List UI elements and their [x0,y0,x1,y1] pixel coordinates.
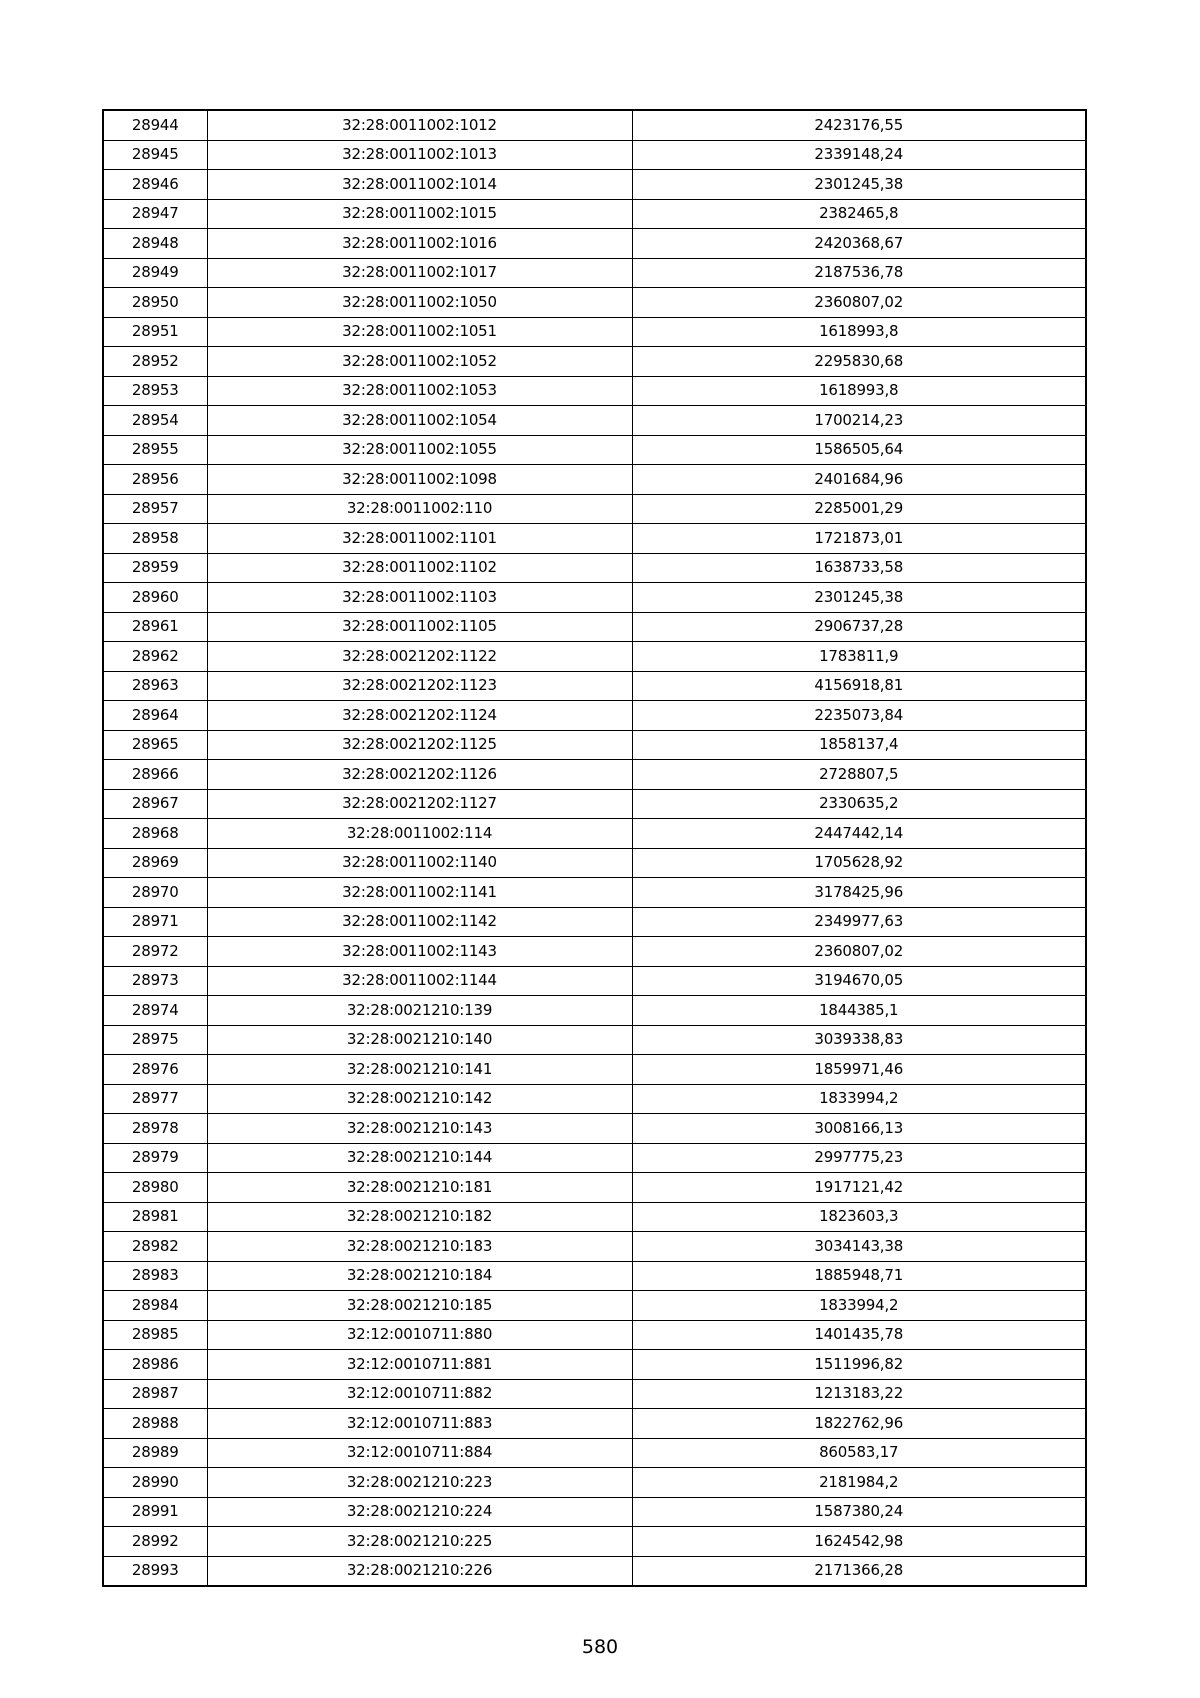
cadastral-value-cell: 1822762,96 [632,1409,1086,1439]
row-number-cell: 28953 [103,376,207,406]
cadastral-value-cell: 1586505,64 [632,435,1086,465]
row-number-cell: 28970 [103,878,207,908]
table-row [103,376,1086,406]
cadastral-number-cell: 32:28:0011002:1143 [207,937,632,967]
cadastral-number-cell: 32:28:0021202:1124 [207,701,632,731]
table-row [103,1143,1086,1173]
cadastral-number-cell: 32:28:0011002:1103 [207,583,632,613]
table-row [103,848,1086,878]
cadastral-value-cell: 1638733,58 [632,553,1086,583]
cadastral-value-cell: 2235073,84 [632,701,1086,731]
row-number-cell: 28960 [103,583,207,613]
cadastral-number-cell: 32:28:0011002:1101 [207,524,632,554]
cadastral-number-cell: 32:28:0021210:182 [207,1202,632,1232]
cadastral-value-cell: 2181984,2 [632,1468,1086,1498]
cadastral-number-cell: 32:28:0021210:139 [207,996,632,1026]
table-row [103,996,1086,1026]
table-row [103,406,1086,436]
table-row [103,819,1086,849]
cadastral-value-cell: 1401435,78 [632,1320,1086,1350]
table-row [103,140,1086,170]
row-number-cell: 28967 [103,789,207,819]
cadastral-number-cell: 32:28:0021202:1126 [207,760,632,790]
row-number-cell: 28972 [103,937,207,967]
table-row [103,878,1086,908]
table-row [103,1556,1086,1586]
cadastral-value-cell: 2285001,29 [632,494,1086,524]
cadastral-number-cell: 32:28:0011002:1052 [207,347,632,377]
cadastral-value-cell: 1833994,2 [632,1084,1086,1114]
cadastral-value-cell: 1618993,8 [632,317,1086,347]
table-row [103,1438,1086,1468]
cadastral-number-cell: 32:28:0011002:1016 [207,229,632,259]
cadastral-number-cell: 32:28:0011002:110 [207,494,632,524]
cadastral-number-cell: 32:28:0021210:225 [207,1527,632,1557]
cadastral-number-cell: 32:12:0010711:880 [207,1320,632,1350]
table-row [103,1055,1086,1085]
cadastral-number-cell: 32:28:0021202:1127 [207,789,632,819]
row-number-cell: 28969 [103,848,207,878]
cadastral-value-cell: 2301245,38 [632,170,1086,200]
cadastral-number-cell: 32:28:0011002:1013 [207,140,632,170]
cadastral-number-cell: 32:28:0021210:144 [207,1143,632,1173]
cadastral-value-cell: 3039338,83 [632,1025,1086,1055]
cadastral-value-cell: 3194670,05 [632,966,1086,996]
cadastral-number-cell: 32:28:0011002:1140 [207,848,632,878]
row-number-cell: 28985 [103,1320,207,1350]
cadastral-number-cell: 32:28:0021210:184 [207,1261,632,1291]
cadastral-value-cell: 2187536,78 [632,258,1086,288]
table-row [103,1261,1086,1291]
cadastral-value-cell: 2447442,14 [632,819,1086,849]
cadastral-value-cell: 3008166,13 [632,1114,1086,1144]
table-row [103,966,1086,996]
cadastral-number-cell: 32:28:0011002:1098 [207,465,632,495]
cadastral-value-cell: 1783811,9 [632,642,1086,672]
row-number-cell: 28986 [103,1350,207,1380]
cadastral-value-cell: 1859971,46 [632,1055,1086,1085]
cadastral-value-cell: 1587380,24 [632,1497,1086,1527]
cadastral-value-cell: 2997775,23 [632,1143,1086,1173]
cadastral-value-cell: 1700214,23 [632,406,1086,436]
cadastral-value-cell: 2423176,55 [632,110,1086,140]
cadastral-value-cell: 2295830,68 [632,347,1086,377]
cadastral-value-cell: 1885948,71 [632,1261,1086,1291]
row-number-cell: 28988 [103,1409,207,1439]
row-number-cell: 28978 [103,1114,207,1144]
row-number-cell: 28987 [103,1379,207,1409]
row-number-cell: 28982 [103,1232,207,1262]
row-number-cell: 28981 [103,1202,207,1232]
row-number-cell: 28944 [103,110,207,140]
table-row [103,1350,1086,1380]
row-number-cell: 28991 [103,1497,207,1527]
cadastral-number-cell: 32:28:0021210:183 [207,1232,632,1262]
cadastral-value-cell: 860583,17 [632,1438,1086,1468]
cadastral-value-cell: 2382465,8 [632,199,1086,229]
cadastral-value-cell: 2401684,96 [632,465,1086,495]
cadastral-number-cell: 32:28:0011002:114 [207,819,632,849]
table-body [103,110,1086,1586]
cadastral-value-cell: 3034143,38 [632,1232,1086,1262]
table-row [103,199,1086,229]
cadastral-number-cell: 32:28:0021210:141 [207,1055,632,1085]
row-number-cell: 28964 [103,701,207,731]
table-row [103,229,1086,259]
table-row [103,1025,1086,1055]
row-number-cell: 28965 [103,730,207,760]
cadastral-value-cell: 1823603,3 [632,1202,1086,1232]
cadastral-value-cell: 2728807,5 [632,760,1086,790]
table-row [103,701,1086,731]
cadastral-number-cell: 32:28:0011002:1144 [207,966,632,996]
table-row [103,258,1086,288]
row-number-cell: 28959 [103,553,207,583]
table-row [103,1527,1086,1557]
table-row [103,465,1086,495]
row-number-cell: 28954 [103,406,207,436]
cadastral-number-cell: 32:28:0021202:1123 [207,671,632,701]
cadastral-number-cell: 32:28:0011002:1017 [207,258,632,288]
row-number-cell: 28993 [103,1556,207,1586]
table-row [103,1084,1086,1114]
row-number-cell: 28973 [103,966,207,996]
table-row [103,1497,1086,1527]
cadastral-value-cell: 3178425,96 [632,878,1086,908]
cadastral-number-cell: 32:28:0011002:1141 [207,878,632,908]
row-number-cell: 28955 [103,435,207,465]
row-number-cell: 28984 [103,1291,207,1321]
cadastral-value-cell: 1511996,82 [632,1350,1086,1380]
row-number-cell: 28971 [103,907,207,937]
cadastral-number-cell: 32:28:0011002:1055 [207,435,632,465]
table-row [103,789,1086,819]
table-row [103,1379,1086,1409]
table-row [103,642,1086,672]
table-row [103,730,1086,760]
cadastral-value-cell: 2301245,38 [632,583,1086,613]
cadastral-value-cell: 1917121,42 [632,1173,1086,1203]
row-number-cell: 28949 [103,258,207,288]
cadastral-value-cell: 1833994,2 [632,1291,1086,1321]
row-number-cell: 28958 [103,524,207,554]
table-row [103,170,1086,200]
row-number-cell: 28962 [103,642,207,672]
row-number-cell: 28966 [103,760,207,790]
cadastral-value-cell: 2171366,28 [632,1556,1086,1586]
table-row [103,907,1086,937]
row-number-cell: 28980 [103,1173,207,1203]
row-number-cell: 28945 [103,140,207,170]
cadastral-number-cell: 32:28:0011002:1054 [207,406,632,436]
cadastral-value-cell: 1624542,98 [632,1527,1086,1557]
table-row [103,524,1086,554]
row-number-cell: 28992 [103,1527,207,1557]
cadastral-value-cell: 1705628,92 [632,848,1086,878]
row-number-cell: 28947 [103,199,207,229]
cadastral-number-cell: 32:28:0021210:142 [207,1084,632,1114]
cadastral-number-cell: 32:28:0011002:1105 [207,612,632,642]
row-number-cell: 28989 [103,1438,207,1468]
table-row [103,583,1086,613]
table-row [103,494,1086,524]
cadastral-number-cell: 32:28:0021210:224 [207,1497,632,1527]
cadastral-number-cell: 32:28:0011002:1012 [207,110,632,140]
table-row [103,553,1086,583]
table-row [103,937,1086,967]
cadastral-number-cell: 32:28:0021210:185 [207,1291,632,1321]
table-row [103,1114,1086,1144]
row-number-cell: 28983 [103,1261,207,1291]
row-number-cell: 28946 [103,170,207,200]
cadastral-number-cell: 32:28:0021202:1125 [207,730,632,760]
cadastral-number-cell: 32:28:0021210:140 [207,1025,632,1055]
cadastral-number-cell: 32:28:0021210:143 [207,1114,632,1144]
table-row [103,1291,1086,1321]
cadastral-value-cell: 1858137,4 [632,730,1086,760]
row-number-cell: 28977 [103,1084,207,1114]
cadastral-value-cell: 2330635,2 [632,789,1086,819]
table-row [103,1320,1086,1350]
cadastral-number-cell: 32:28:0021202:1122 [207,642,632,672]
table-row [103,1232,1086,1262]
cadastral-number-cell: 32:28:0011002:1053 [207,376,632,406]
table-row [103,347,1086,377]
cadastral-number-cell: 32:28:0021210:226 [207,1556,632,1586]
row-number-cell: 28951 [103,317,207,347]
cadastral-number-cell: 32:12:0010711:881 [207,1350,632,1380]
cadastral-number-cell: 32:28:0011002:1142 [207,907,632,937]
page-number: 580 [581,1636,619,1658]
cadastral-number-cell: 32:28:0011002:1050 [207,288,632,318]
cadastral-number-cell: 32:28:0011002:1102 [207,553,632,583]
cadastral-value-cell: 2360807,02 [632,937,1086,967]
table-row [103,317,1086,347]
table-row [103,612,1086,642]
row-number-cell: 28961 [103,612,207,642]
row-number-cell: 28974 [103,996,207,1026]
row-number-cell: 28957 [103,494,207,524]
row-number-cell: 28968 [103,819,207,849]
table-row [103,435,1086,465]
table-row [103,1202,1086,1232]
cadastral-number-cell: 32:28:0011002:1014 [207,170,632,200]
cadastral-number-cell: 32:12:0010711:884 [207,1438,632,1468]
cadastral-value-cell: 2339148,24 [632,140,1086,170]
cadastral-value-cell: 2349977,63 [632,907,1086,937]
cadastral-number-cell: 32:28:0011002:1051 [207,317,632,347]
row-number-cell: 28990 [103,1468,207,1498]
row-number-cell: 28963 [103,671,207,701]
cadastral-value-cell: 1844385,1 [632,996,1086,1026]
cadastral-value-cell: 2420368,67 [632,229,1086,259]
cadastral-value-table [102,109,1087,1587]
cadastral-value-cell: 4156918,81 [632,671,1086,701]
cadastral-number-cell: 32:12:0010711:882 [207,1379,632,1409]
table-row [103,671,1086,701]
cadastral-number-cell: 32:28:0011002:1015 [207,199,632,229]
cadastral-value-cell: 1721873,01 [632,524,1086,554]
table-row [103,288,1086,318]
cadastral-value-cell: 2360807,02 [632,288,1086,318]
cadastral-value-cell: 1213183,22 [632,1379,1086,1409]
row-number-cell: 28976 [103,1055,207,1085]
row-number-cell: 28956 [103,465,207,495]
row-number-cell: 28952 [103,347,207,377]
row-number-cell: 28979 [103,1143,207,1173]
cadastral-value-cell: 1618993,8 [632,376,1086,406]
cadastral-number-cell: 32:12:0010711:883 [207,1409,632,1439]
cadastral-number-cell: 32:28:0021210:181 [207,1173,632,1203]
row-number-cell: 28950 [103,288,207,318]
table-row [103,1468,1086,1498]
row-number-cell: 28975 [103,1025,207,1055]
row-number-cell: 28948 [103,229,207,259]
table-row [103,110,1086,140]
table-row [103,1173,1086,1203]
cadastral-value-cell: 2906737,28 [632,612,1086,642]
table-row [103,760,1086,790]
cadastral-number-cell: 32:28:0021210:223 [207,1468,632,1498]
table-row [103,1409,1086,1439]
